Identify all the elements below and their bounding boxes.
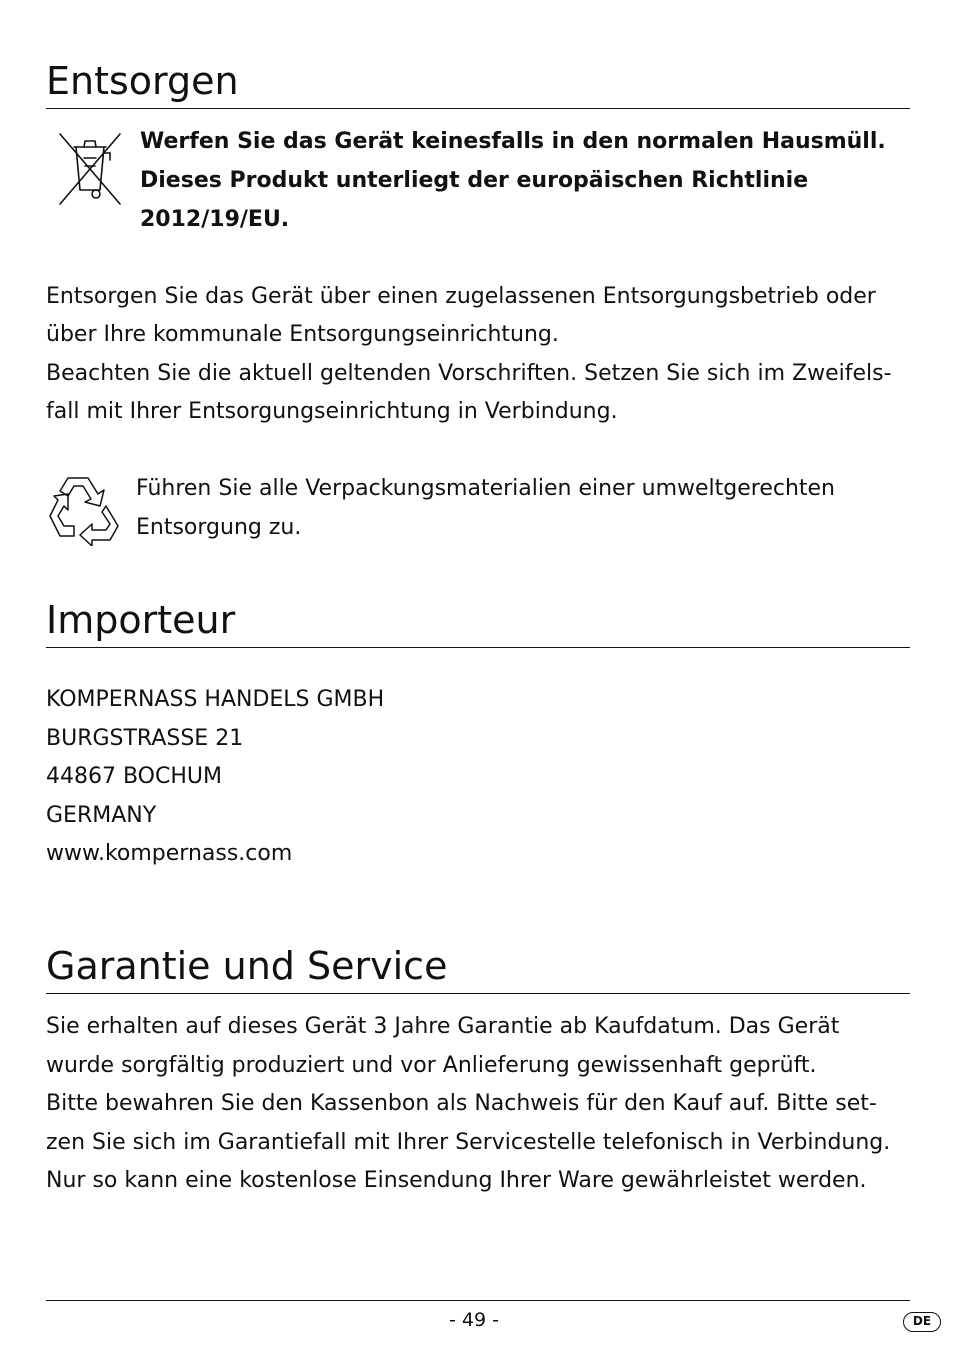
warranty-heading-rule [46, 993, 910, 994]
language-badge: DE [903, 1312, 941, 1332]
footer-rule [46, 1300, 910, 1301]
disposal-heading: Entsorgen [46, 59, 239, 103]
disposal-warning-line-3: 2012/19/EU. [140, 207, 290, 232]
disposal-body-line-2: über Ihre kommunale Entsorgungseinrichtung. [46, 322, 559, 347]
recycle-line-1: Führen Sie alle Verpackungsmaterialien einer umweltgerechten [136, 476, 836, 501]
importer-address-line-3: 44867 BOCHUM [46, 764, 222, 789]
warranty-body-line-2: wurde sorgfältig produziert und vor Anlieferung gewissenhaft geprüft. [46, 1053, 817, 1078]
importer-heading: Importeur [46, 598, 236, 642]
importer-website-link[interactable]: www.kompernass.com [46, 841, 293, 866]
disposal-body-line-1: Entsorgen Sie das Gerät über einen zugelassenen Entsorgungsbetrieb oder [46, 284, 876, 309]
page-number: - 49 - [449, 1309, 499, 1331]
disposal-body-line-3: Beachten Sie die aktuell geltenden Vorschriften. Setzen Sie sich im Zweifels- [46, 361, 892, 386]
warranty-body-line-4: zen Sie sich im Garantiefall mit Ihrer Servicestelle telefonisch in Verbindung. [46, 1130, 891, 1155]
warranty-body-line-3: Bitte bewahren Sie den Kassenbon als Nachweis für den Kauf auf. Bitte set- [46, 1091, 877, 1116]
disposal-warning-line-2: Dieses Produkt unterliegt der europäischen Richtlinie [140, 168, 809, 193]
recycle-line-2: Entsorgung zu. [136, 515, 302, 540]
crossed-bin-icon [54, 130, 126, 210]
importer-heading-rule [46, 647, 910, 648]
warranty-body-line-1: Sie erhalten auf dieses Gerät 3 Jahre Garantie ab Kaufdatum. Das Gerät [46, 1014, 840, 1039]
importer-address-line-2: BURGSTRASSE 21 [46, 726, 244, 751]
disposal-warning-line-1: Werfen Sie das Gerät keinesfalls in den normalen Hausmüll. [140, 129, 886, 154]
importer-address-line-1: KOMPERNASS HANDELS GMBH [46, 687, 385, 712]
disposal-heading-rule [46, 108, 910, 109]
disposal-body-line-4: fall mit Ihrer Entsorgungseinrichtung in Verbindung. [46, 399, 618, 424]
warranty-body-line-5: Nur so kann eine kostenlose Einsendung Ihrer Ware gewährleistet werden. [46, 1168, 867, 1193]
recycle-icon [46, 472, 124, 546]
warranty-heading: Garantie und Service [46, 944, 448, 988]
importer-address-line-4: GERMANY [46, 803, 157, 828]
